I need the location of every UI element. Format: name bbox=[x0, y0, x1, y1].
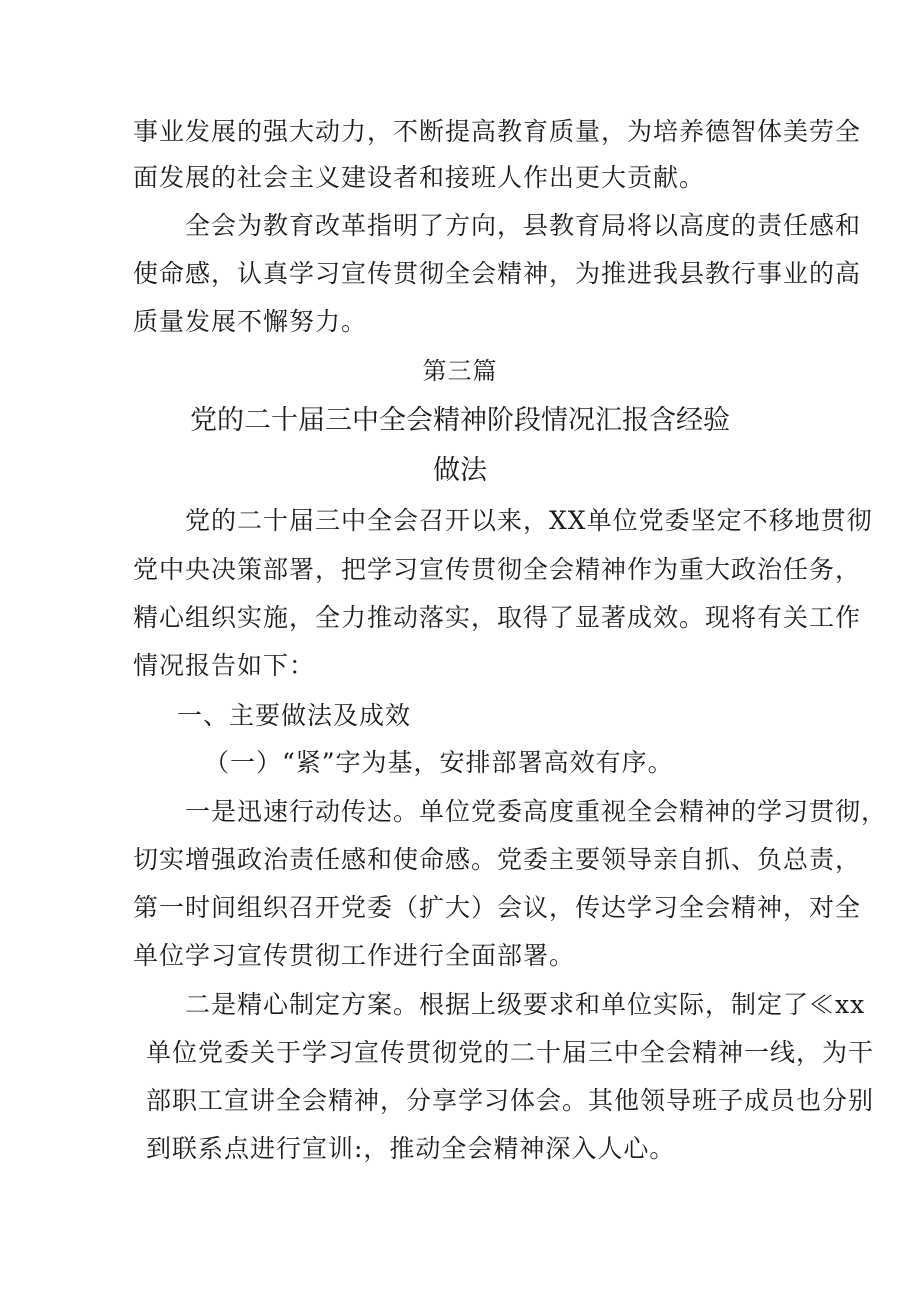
paragraph-5-line-4: 到联系点进行宣训:，推动全会精神深入人心。 bbox=[146, 1134, 676, 1163]
paragraph-3-line-4: 情况报告如下： bbox=[133, 651, 316, 680]
paragraph-3-line-2: 党中央决策部署，把学习宣传贯彻全会精神作为重大政治任务， bbox=[133, 555, 862, 584]
subheading-1: （一）“紧”字为基，安排部署高效有序。 bbox=[204, 748, 674, 777]
paragraph-4-line-4: 单位学习宣传贯彻工作进行全面部署。 bbox=[133, 941, 576, 970]
paragraph-4-line-1: 一是迅速行动传达。单位党委高度重视全会精神的学习贯彻， bbox=[185, 797, 888, 826]
section-label: 第三篇 bbox=[422, 357, 498, 385]
paragraph-2-line-3: 质量发展不懈努力。 bbox=[133, 307, 368, 336]
paragraph-3-line-1: 党的二十届三中全会召开以来，XX单位党委坚定不移地贯彻 bbox=[185, 506, 873, 535]
paragraph-1-line-1: 事业发展的强大动力，不断提高教育质量，为培养德智体美劳全 bbox=[133, 117, 862, 146]
document-title-line-1: 党的二十届三中全会精神阶段情况汇报含经验 bbox=[190, 405, 730, 436]
paragraph-4-line-3: 第一时间组织召开党委（扩大）会议，传达学习全会精神，对全 bbox=[133, 893, 862, 922]
paragraph-5-line-1: 二是精心制定方案。根据上级要求和单位实际，制定了≪xx bbox=[185, 990, 866, 1019]
paragraph-5-line-3: 部职工宣讲全会精神，分享学习体会。其他领导班子成员也分别 bbox=[146, 1086, 875, 1115]
paragraph-4-line-2: 切实增强政治责任感和使命感。党委主要领导亲自抓、负总责， bbox=[133, 845, 862, 874]
heading-main-measures: 一、主要做法及成效 bbox=[177, 701, 412, 730]
paragraph-1-line-2: 面发展的社会主义建设者和接班人作出更大贡献。 bbox=[133, 163, 706, 192]
paragraph-2-line-1: 全会为教育改革指明了方向，县教育局将以高度的责任感和 bbox=[185, 211, 862, 240]
paragraph-2-line-2: 使命感，认真学习宣传贯彻全会精神，为推进我县教行事业的高 bbox=[133, 259, 862, 288]
paragraph-3-line-3: 精心组织实施，全力推动落实，取得了显著成效。现将有关工作 bbox=[133, 603, 862, 632]
paragraph-5-line-2: 单位党委关于学习宣传贯彻党的二十届三中全会精神一线，为干 bbox=[146, 1038, 875, 1067]
document-title-line-2: 做法 bbox=[433, 455, 487, 486]
